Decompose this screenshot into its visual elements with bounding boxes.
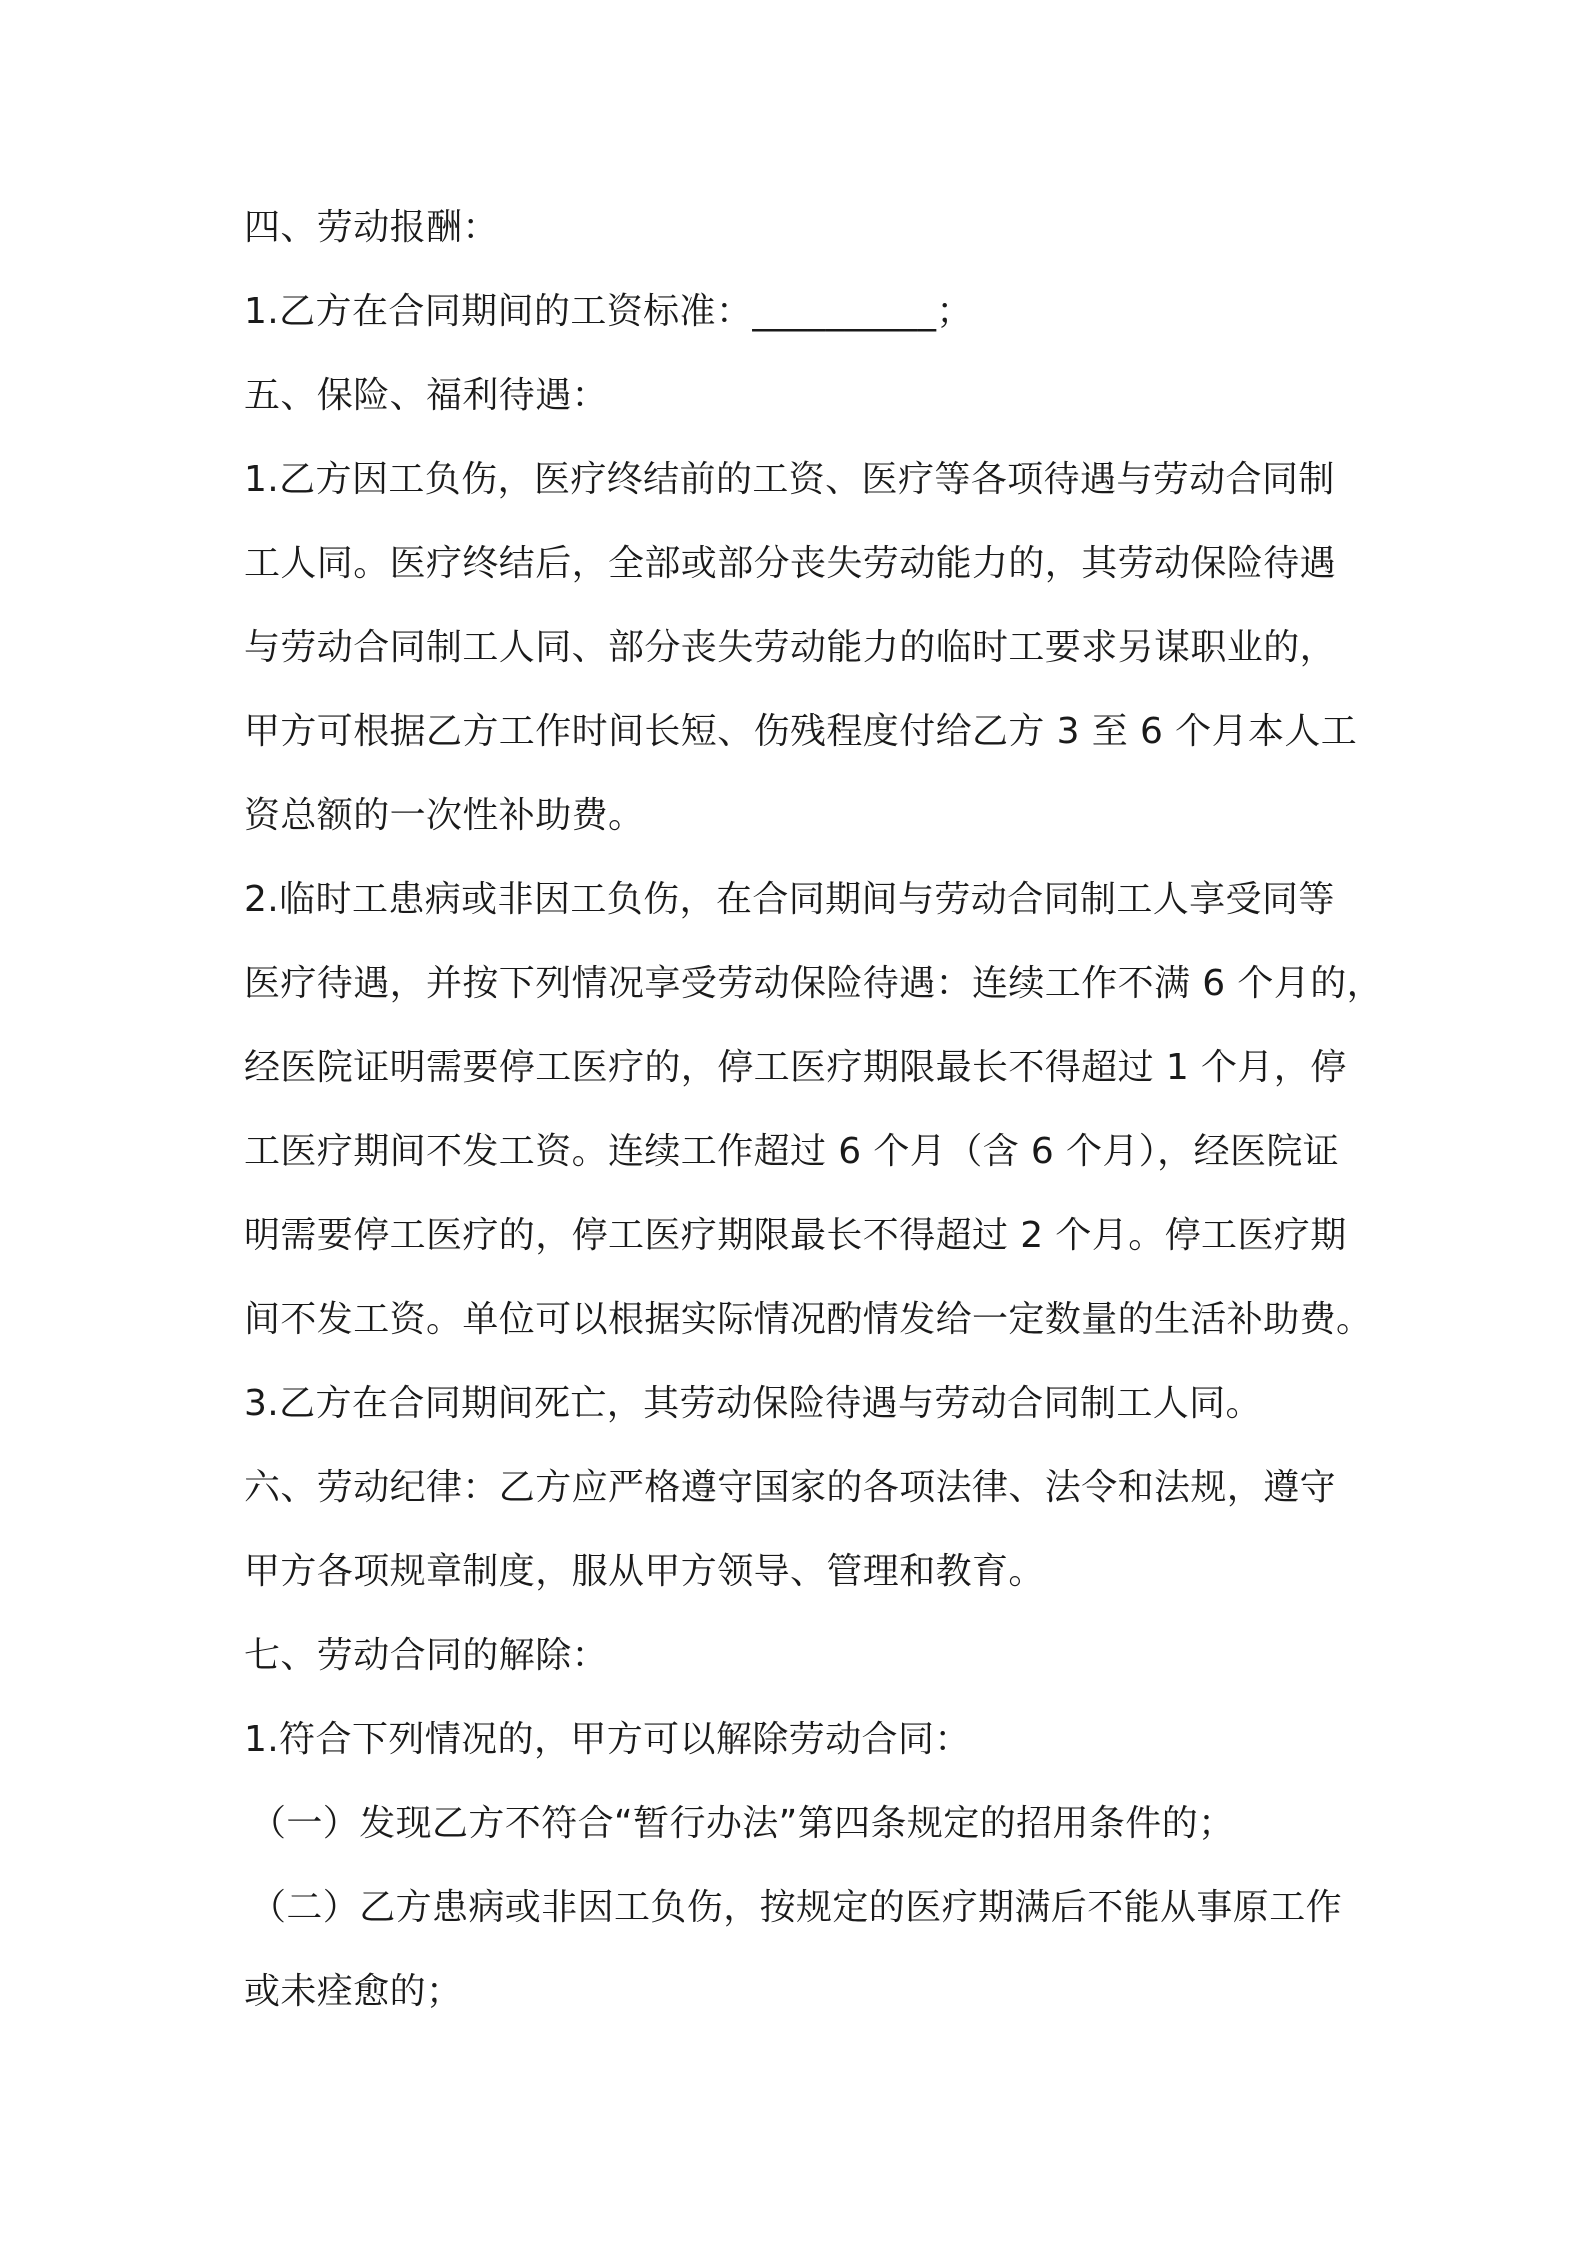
paragraph-line: 工人同。医疗终结后，全部或部分丧失劳动能力的，其劳动保险待遇 (244, 543, 1337, 584)
paragraph-line: 工医疗期间不发工资。连续工作超过 6 个月（含 6 个月），经医院证 (244, 1131, 1340, 1172)
paragraph-line: 六、劳动纪律：乙方应严格遵守国家的各项法律、法令和法规，遵守 (244, 1467, 1337, 1508)
paragraph-line: 资总额的一次性补助费。 (244, 795, 645, 836)
paragraph-line: 1.符合下列情况的，甲方可以解除劳动合同： (244, 1719, 971, 1760)
section-heading: 四、劳动报酬： (244, 207, 499, 248)
paragraph-line: 与劳动合同制工人同、部分丧失劳动能力的临时工要求另谋职业的， (244, 627, 1337, 668)
paragraph-line: 经医院证明需要停工医疗的，停工医疗期限最长不得超过 1 个月，停 (244, 1047, 1347, 1088)
paragraph-line: 明需要停工医疗的，停工医疗期限最长不得超过 2 个月。停工医疗期 (244, 1215, 1347, 1256)
paragraph-line: 1.乙方在合同期间的工资标准：__________； (244, 291, 973, 332)
section-heading: 五、保险、福利待遇： (244, 375, 609, 416)
list-item: （一）发现乙方不符合“暂行办法”第四条规定的招用条件的； (250, 1803, 1235, 1844)
paragraph-line: 甲方可根据乙方工作时间长短、伤残程度付给乙方 3 至 6 个月本人工 (244, 711, 1358, 752)
paragraph-line: 1.乙方因工负伤，医疗终结前的工资、医疗等各项待遇与劳动合同制 (244, 459, 1335, 500)
section-heading: 七、劳动合同的解除： (244, 1635, 609, 1676)
paragraph-line: 医疗待遇，并按下列情况享受劳动保险待遇：连续工作不满 6 个月的， (244, 963, 1383, 1004)
paragraph-line: 间不发工资。单位可以根据实际情况酌情发给一定数量的生活补助费。 (244, 1299, 1373, 1340)
paragraph-line: 3.乙方在合同期间死亡，其劳动保险待遇与劳动合同制工人同。 (244, 1383, 1262, 1424)
paragraph-line: 或未痊愈的； (244, 1971, 463, 2012)
list-item: （二）乙方患病或非因工负伤，按规定的医疗期满后不能从事原工作 (250, 1887, 1343, 1928)
paragraph-line: 2.临时工患病或非因工负伤，在合同期间与劳动合同制工人享受同等 (244, 879, 1335, 920)
paragraph-line: 甲方各项规章制度，服从甲方领导、管理和教育。 (244, 1551, 1045, 1592)
